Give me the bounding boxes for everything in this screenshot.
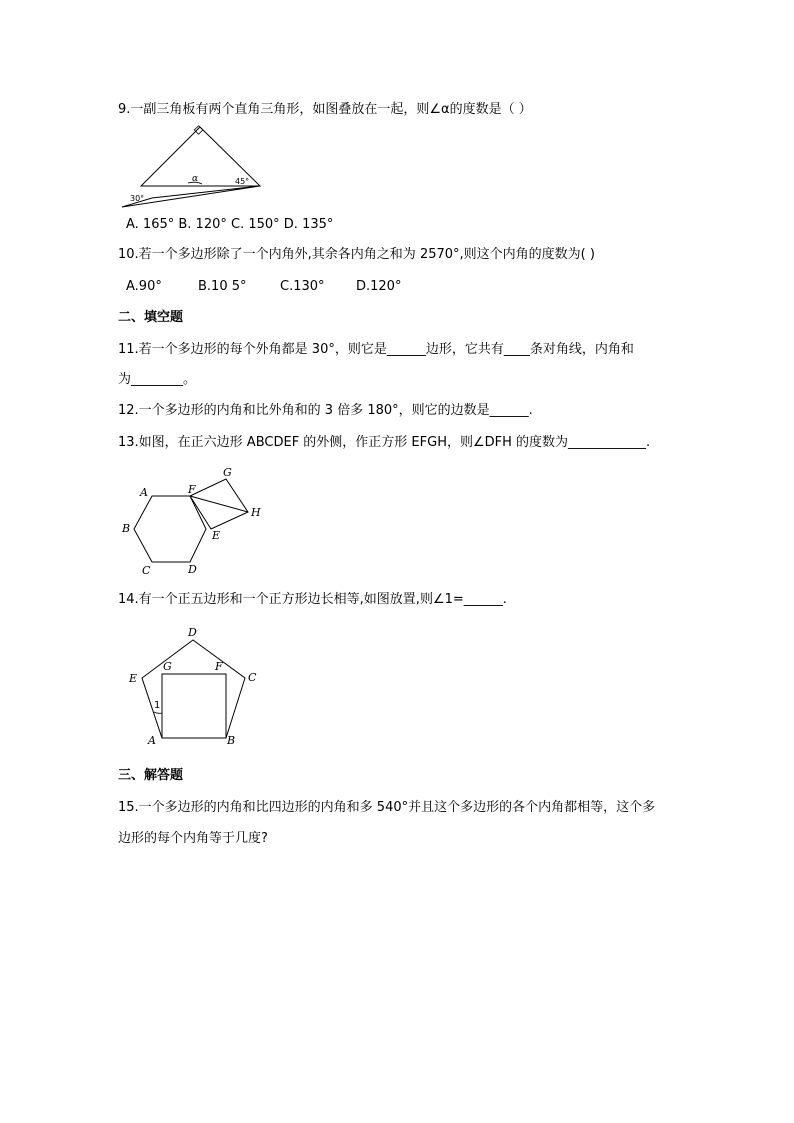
q9-options: A. 165° B. 120° C. 150° D. 135° — [126, 217, 334, 232]
q10-option-c: C.130° — [280, 279, 325, 294]
pentagon — [142, 640, 245, 738]
q14-stem: 14.有一个正五边形和一个正方形边长相等,如图放置,则∠1=______. — [118, 592, 507, 607]
q9-figure — [118, 123, 268, 208]
q10-stem: 10.若一个多边形除了一个内角外,其余各内角之和为 2570°,则这个内角的度数为( ) — [118, 247, 595, 262]
angle-45-label: 45° — [235, 177, 250, 186]
q13-stem: 13.如图，在正六边形 ABCDEF 的外侧，作正方形 EFGH，则∠DFH 的度数为____________. — [118, 435, 651, 450]
label-c: C — [248, 671, 257, 684]
q10-option-d: D.120° — [356, 279, 402, 294]
label-d: D — [188, 626, 197, 639]
angle-1-arc — [154, 712, 162, 713]
q10-option-a: A.90° — [126, 279, 162, 294]
section-2-title: 二、填空题 — [118, 310, 184, 325]
q12-stem: 12.一个多边形的内角和比外角和的 3 倍多 180°，则它的边数是______. — [118, 403, 533, 418]
q14-figure — [126, 622, 276, 747]
label-b: B — [227, 734, 236, 747]
q10-option-b: B.10 5° — [198, 279, 247, 294]
label-g: G — [223, 466, 232, 479]
label-e: E — [129, 672, 138, 685]
angle-30-label: 30° — [130, 194, 145, 203]
label-b: B — [122, 522, 131, 535]
right-angle-mark — [194, 126, 202, 134]
label-f: F — [215, 660, 223, 673]
label-g: G — [163, 660, 172, 673]
label-e: E — [212, 529, 221, 542]
label-a: A — [140, 486, 148, 499]
label-d: D — [188, 563, 197, 576]
q11-line1: 11.若一个多边形的每个外角都是 30°，则它是______边形，它共有____条对角线，内角和 — [118, 342, 634, 357]
alpha-label: α — [192, 174, 199, 184]
label-h: H — [251, 506, 261, 519]
q13-figure — [116, 462, 266, 577]
q15-line1: 15.一个多边形的内角和比四边形的内角和多 540°并且这个多边形的各个内角都相等，这个多 — [118, 800, 656, 815]
square — [162, 674, 226, 738]
label-a: A — [148, 734, 156, 747]
q11-line2: 为________。 — [118, 372, 197, 387]
q9-stem: 9.一副三角板有两个直角三角形，如图叠放在一起，则∠α的度数是（ ） — [118, 102, 532, 117]
hexagon — [134, 496, 206, 562]
angle-1-label: 1 — [154, 700, 161, 711]
section-3-title: 三、解答题 — [118, 768, 184, 783]
label-f: F — [188, 483, 196, 496]
q15-line2: 边形的每个内角等于几度? — [118, 831, 268, 846]
label-c: C — [142, 564, 151, 577]
